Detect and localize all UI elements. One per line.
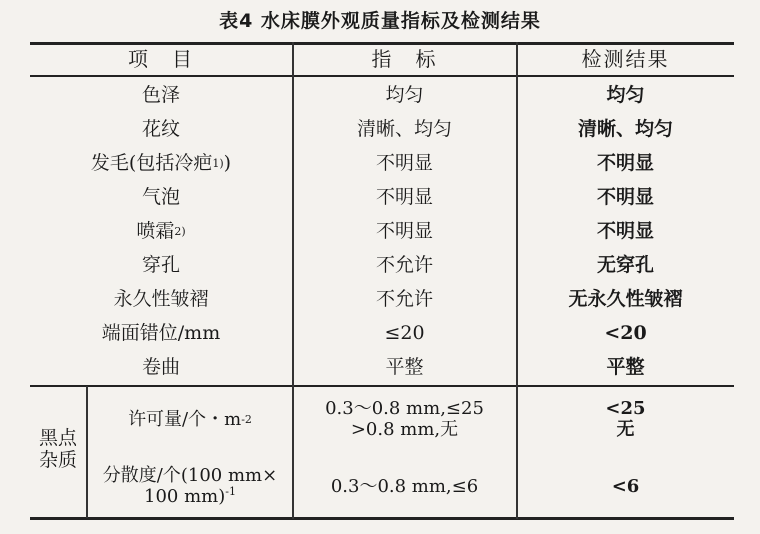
row-3-item-tail: ): [223, 152, 232, 175]
group-sub1-spec-line2: >0.8 mm,无: [350, 419, 459, 440]
group-sub1-spec-line1: 0.3～0.8 mm,≤25: [325, 398, 484, 420]
group-label: [30, 414, 86, 486]
row-3-result: 不明显: [596, 152, 654, 175]
header-item: 项 目: [128, 47, 194, 71]
row-4-result: 不明显: [596, 186, 654, 209]
row-9-spec: 平整: [385, 356, 424, 379]
header-rule: [30, 75, 734, 77]
table-title: 表4 水床膜外观质量指标及检测结果: [219, 10, 541, 32]
quality-table: [30, 42, 734, 520]
group-sub2-result: <6: [611, 475, 640, 497]
row-7-result: 无永久性皱褶: [568, 288, 683, 311]
row-5-item-text: 喷霜: [136, 220, 175, 243]
row-1-result: 均匀: [606, 84, 645, 107]
row-6-result: 无穿孔: [596, 254, 654, 277]
group-sub2-spec: 0.3～0.8 mm,≤6: [330, 475, 479, 497]
group-sub2-item-line1: 分散度/个(100 mm×: [102, 465, 278, 487]
row-8-result: <20: [604, 322, 647, 345]
row-8-spec: ≤20: [384, 322, 425, 345]
row-8-item: 端面错位/mm: [101, 322, 221, 345]
group-sub2-item-line2: 100 mm): [144, 486, 226, 507]
row-7-spec: 不允许: [375, 288, 433, 311]
header-spec: 指 标: [371, 47, 438, 71]
group-sub2-item-line2-wrap: [144, 487, 236, 508]
row-2-spec: 清晰、均匀: [356, 118, 452, 141]
group-sub1-spec: [293, 392, 516, 448]
row-5-result: 不明显: [596, 220, 654, 243]
row-4-spec: 不明显: [375, 186, 433, 209]
row-3-item: 发毛(包括冷疤 1) ): [90, 152, 232, 175]
group-rule: [30, 385, 734, 387]
row-6-spec: 不允许: [375, 254, 433, 277]
row-3-spec: 不明显: [375, 152, 433, 175]
row-1-spec: 均匀: [385, 84, 424, 107]
row-9-item: 卷曲: [141, 356, 180, 379]
group-sub2-item: [88, 458, 292, 516]
group-sub1-result-line2: 无: [616, 419, 635, 440]
bottom-rule: [30, 517, 734, 520]
row-1-item: 色泽: [141, 84, 180, 107]
header-result: 检测结果: [581, 47, 670, 71]
row-7-item: 永久性皱褶: [113, 288, 209, 311]
group-sub1-item-text: 许可量/个・m: [128, 408, 242, 430]
row-2-item: 花纹: [141, 118, 180, 141]
group-sub1-result-line1: <25: [605, 398, 646, 420]
group-sub1-result: [517, 392, 734, 448]
row-3-item-text: 发毛(包括冷疤: [90, 152, 213, 175]
row-6-item: 穿孔: [141, 254, 180, 277]
row-5-spec: 不明显: [375, 220, 433, 243]
group-label-line1: 黑点: [38, 427, 77, 450]
group-label-line2: 杂质: [38, 449, 77, 471]
row-2-result: 清晰、均匀: [577, 118, 673, 141]
group-sub2-item-exponent: -1: [225, 485, 236, 498]
row-9-result: 平整: [606, 356, 645, 379]
group-sub1-item: 许可量/个・m -2: [128, 408, 252, 430]
row-5-item: 喷霜 2): [136, 220, 186, 243]
row-4-item: 气泡: [141, 186, 180, 209]
